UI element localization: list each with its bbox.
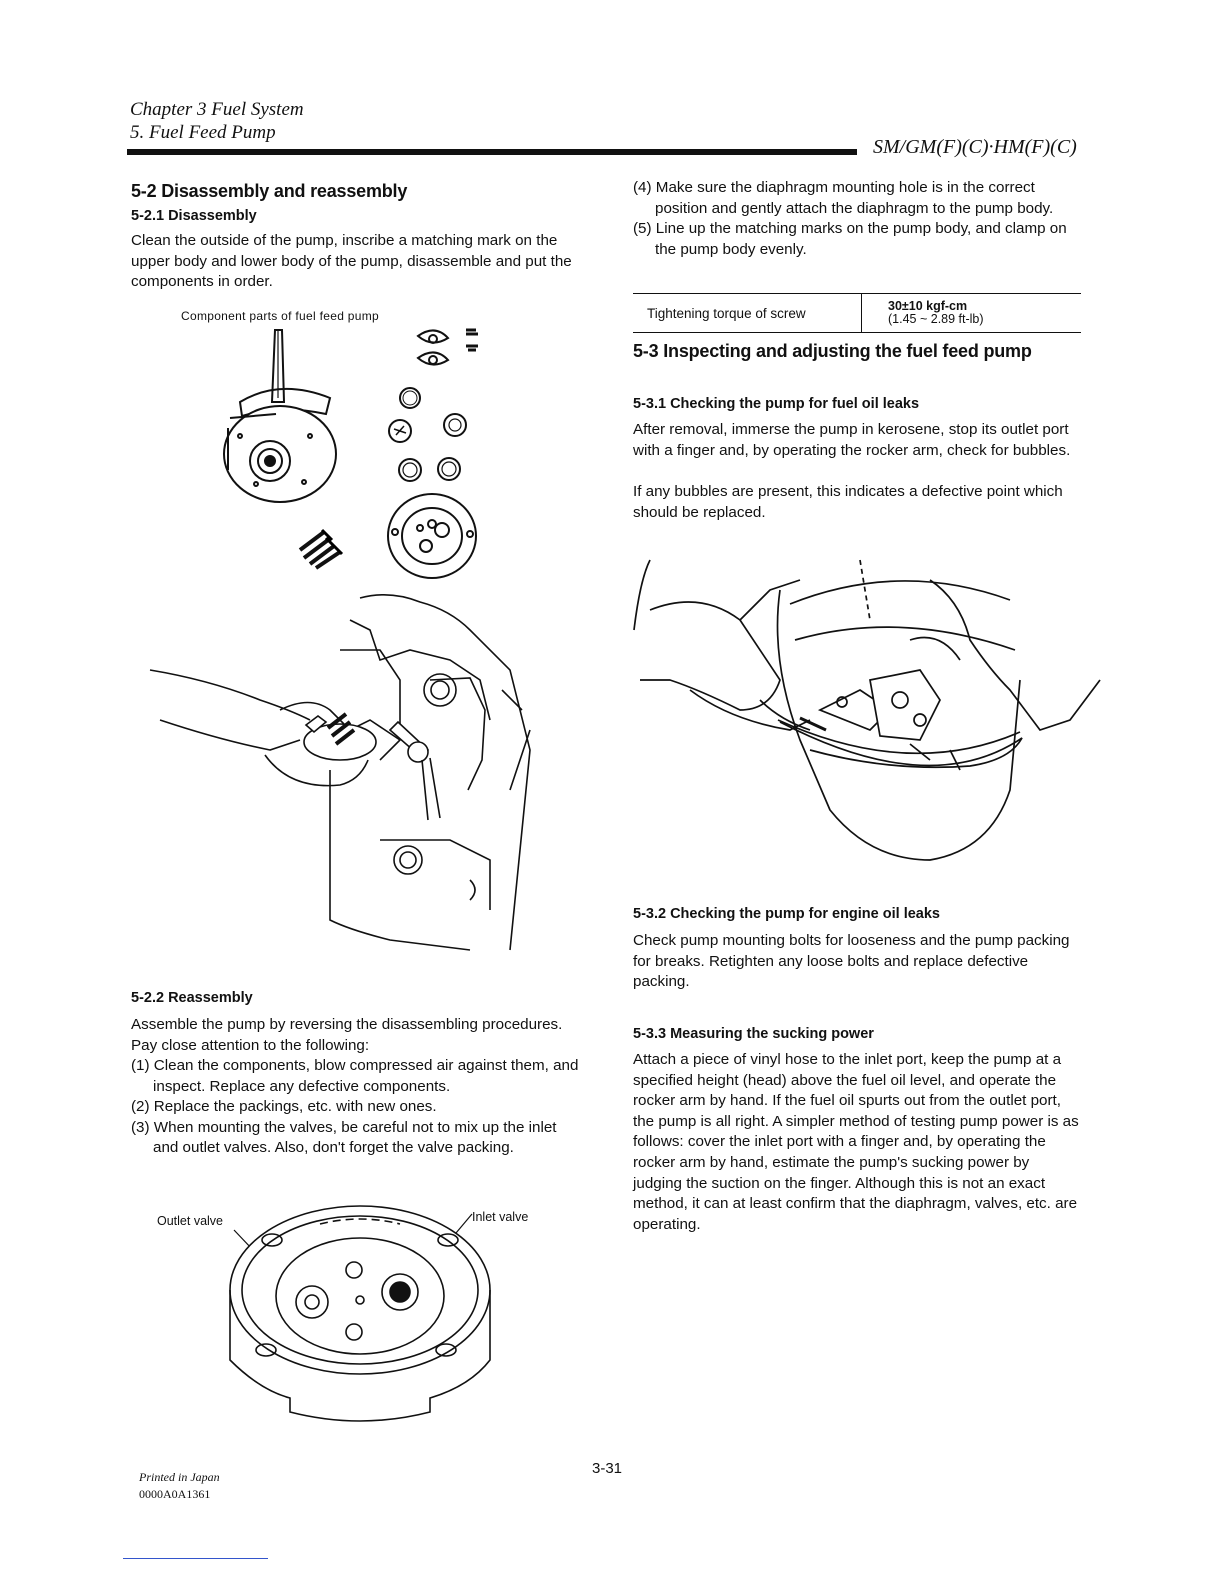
list-item-1: (1) Clean the components, blow compressed air against them, and inspect. Replace any defective components. <box>131 1057 579 1095</box>
document-code: 0000A0A1361 <box>139 1487 211 1501</box>
heading-5-3-2: 5-3.2 Checking the pump for engine oil leaks <box>633 906 940 922</box>
section-title: 5. Fuel Feed Pump <box>130 122 276 143</box>
printed-in-japan: Printed in Japan <box>139 1470 220 1484</box>
list-item-4: (4) Make sure the diaphragm mounting hole is in the correct position and gently attach the diaphragm to the pump body. <box>633 179 1054 217</box>
chapter-title: Chapter 3 Fuel System <box>130 99 304 120</box>
inlet-valve-label: Inlet valve <box>472 1210 529 1224</box>
torque-label: Tightening torque of screw <box>633 294 862 333</box>
paragraph-disassembly: Clean the outside of the pump, inscribe a matching mark on the upper body and lower body of the pump, disassemble and put the components in order. <box>131 232 572 291</box>
torque-value-metric: 30±10 kgf-cm <box>888 299 968 313</box>
torque-value-imperial: (1.45 ~ 2.89 ft-lb) <box>888 312 984 326</box>
paragraph-sucking-power: Attach a piece of vinyl hose to the inlet port, keep the pump at a specified height (head) above the fuel oil level, and operate the rocker arm by hand. If the fuel oil spurts out from the outlet port, the pump is all right. A simpler method of testing pump power is as follows: cover the inlet port with a finger and, by operating the rocker arm by hand, estimate the pump's sucking power by judging the suction on the finger. Although this is not an exact method, it can at least confirm that the diaphragm, valves, etc. are operating. <box>633 1051 1079 1233</box>
torque-value <box>862 294 1082 333</box>
list-item-2: (2) Replace the packings, etc. with new ones. <box>131 1098 437 1116</box>
list-item-5: (5) Line up the matching marks on the pump body, and clamp on the pump body evenly. <box>633 220 1067 258</box>
paragraph-fuel-leak-1: After removal, immerse the pump in kerosene, stop its outlet port with a finger and, by operating the rocker arm, check for bubbles. <box>633 421 1071 459</box>
paragraph-fuel-leak-2: If any bubbles are present, this indicates a defective point which should be replaced. <box>633 483 1063 521</box>
list-item-3: (3) When mounting the valves, be careful not to mix up the inlet and outlet valves. Also, don't forget the valve packing. <box>131 1118 557 1157</box>
torque-row <box>633 294 1081 333</box>
page-number: 3-31 <box>592 1460 623 1477</box>
footer-link-line <box>123 1558 268 1559</box>
outlet-valve-label: Outlet valve <box>157 1214 224 1228</box>
reassembly-list <box>131 1056 579 1159</box>
figure-pump-on-engine <box>150 590 540 975</box>
heading-5-3-3: 5-3.3 Measuring the sucking power <box>633 1026 874 1042</box>
figure-pump-components <box>220 318 510 580</box>
header-rule <box>127 149 857 155</box>
heading-5-2: 5-2 Disassembly and reassembly <box>131 181 408 201</box>
figure-valve-layout <box>220 1200 500 1425</box>
heading-5-2-2: 5-2.2 Reassembly <box>131 990 253 1006</box>
figure-kerosene-test <box>630 560 1100 870</box>
figure-caption-components: Component parts of fuel feed pump <box>181 309 380 323</box>
paragraph-reassembly: Assemble the pump by reversing the disassembling procedures. Pay close attention to the following: <box>131 1016 563 1054</box>
heading-5-2-1: 5-2.1 Disassembly <box>131 208 257 224</box>
heading-5-3: 5-3 Inspecting and adjusting the fuel feed pump <box>633 341 1032 361</box>
model-designation: SM/GM(F)(C)·HM(F)(C) <box>873 136 1077 158</box>
torque-table <box>633 293 1081 333</box>
right-list <box>633 178 1079 260</box>
paragraph-engine-leak: Check pump mounting bolts for looseness and the pump packing for breaks. Retighten any loose bolts and replace defective packing. <box>633 932 1070 991</box>
heading-5-3-1: 5-3.1 Checking the pump for fuel oil leaks <box>633 396 920 412</box>
